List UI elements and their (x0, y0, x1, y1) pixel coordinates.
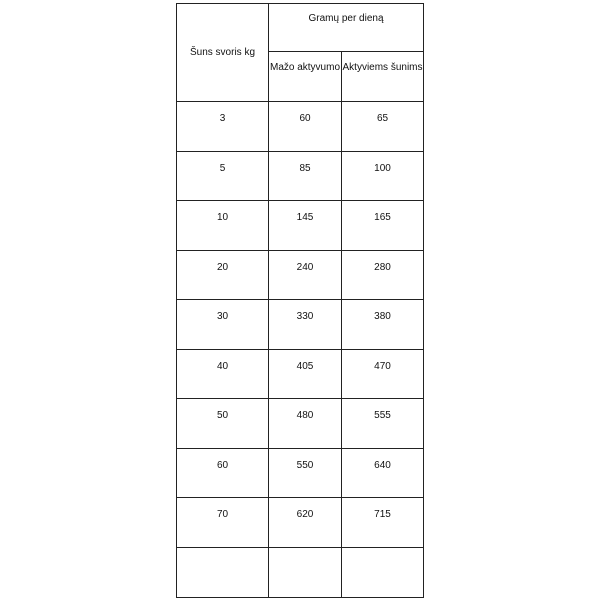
header-active-dogs: Aktyviems šunims (342, 52, 424, 102)
table-row (177, 201, 424, 251)
empty-cell (177, 547, 269, 597)
cell-low: 620 (269, 498, 342, 548)
table-row (177, 448, 424, 498)
cell-weight: 50 (177, 399, 269, 449)
table-row (177, 102, 424, 152)
cell-low: 330 (269, 300, 342, 350)
cell-low: 145 (269, 201, 342, 251)
table-row (177, 399, 424, 449)
header-dog-weight: Šuns svoris kg (177, 4, 269, 102)
header-row-group (177, 4, 424, 52)
table-row (177, 151, 424, 201)
cell-active: 715 (342, 498, 424, 548)
table-row (177, 250, 424, 300)
cell-weight: 40 (177, 349, 269, 399)
cell-low: 405 (269, 349, 342, 399)
cell-low: 480 (269, 399, 342, 449)
cell-active: 280 (342, 250, 424, 300)
empty-cell (269, 547, 342, 597)
cell-active: 470 (342, 349, 424, 399)
cell-weight: 3 (177, 102, 269, 152)
cell-low: 85 (269, 151, 342, 201)
cell-active: 555 (342, 399, 424, 449)
table-row (177, 349, 424, 399)
cell-active: 65 (342, 102, 424, 152)
cell-active: 640 (342, 448, 424, 498)
header-low-activity: Mažo aktyvumo (269, 52, 342, 102)
empty-table-row (177, 547, 424, 597)
cell-low: 60 (269, 102, 342, 152)
cell-weight: 5 (177, 151, 269, 201)
feeding-table (176, 3, 424, 598)
cell-active: 380 (342, 300, 424, 350)
table-row (177, 300, 424, 350)
cell-weight: 30 (177, 300, 269, 350)
table-row (177, 498, 424, 548)
cell-low: 550 (269, 448, 342, 498)
cell-weight: 20 (177, 250, 269, 300)
empty-cell (342, 547, 424, 597)
header-grams-per-day: Gramų per dieną (269, 4, 424, 52)
cell-weight: 60 (177, 448, 269, 498)
cell-active: 165 (342, 201, 424, 251)
cell-weight: 10 (177, 201, 269, 251)
cell-weight: 70 (177, 498, 269, 548)
cell-low: 240 (269, 250, 342, 300)
cell-active: 100 (342, 151, 424, 201)
